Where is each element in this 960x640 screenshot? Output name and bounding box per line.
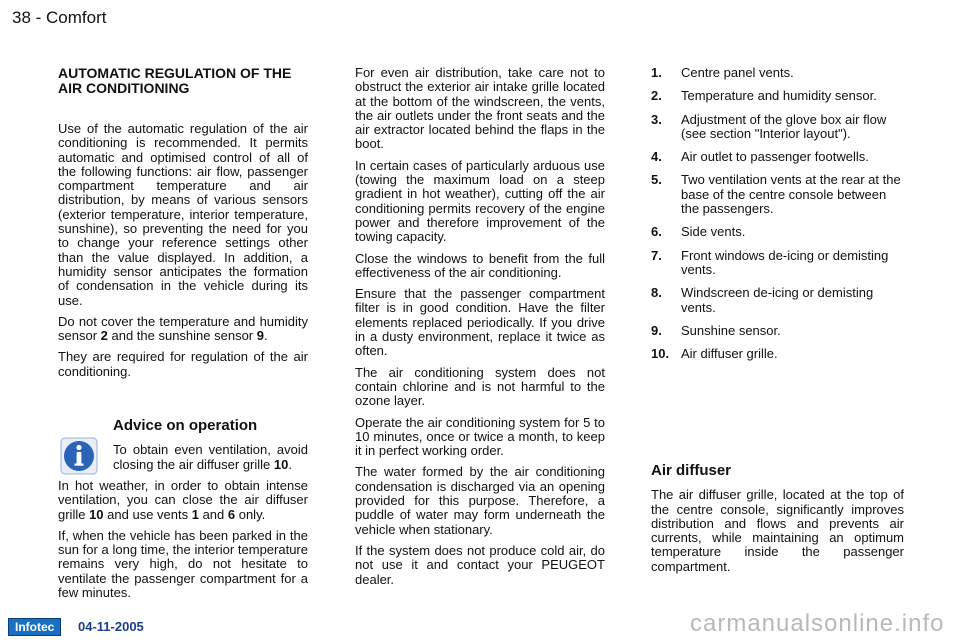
regulation-paragraph: They are required for regulation of the air conditioning. [58, 349, 308, 379]
item-number: 5. [651, 172, 662, 188]
list-item [651, 150, 904, 164]
advice-text [113, 443, 308, 472]
advice-block [58, 419, 308, 472]
item-text: Air diffuser grille. [681, 346, 778, 362]
watermark-site: carmanualsonline.info [690, 610, 945, 637]
advice-text-a: To obtain even ventilation, avoid closing the air diffuser grille [113, 442, 308, 472]
air-diffuser-title: Air diffuser [651, 462, 732, 479]
item-number: 2. [651, 88, 662, 104]
column-left [58, 66, 308, 607]
hot-weather-paragraph [58, 479, 308, 522]
sensor-text-a: Do not cover the temperature and humidity sensor [58, 313, 308, 344]
paragraph: The air conditioning system does not contain chlorine and is not harmful to the ozone layer. [355, 364, 605, 409]
item-number: 3. [651, 111, 662, 127]
page-title: 38 - Comfort [12, 8, 107, 27]
item-number: 4. [651, 149, 662, 165]
paragraph: Ensure that the passenger compartment filter is in good condition. Have the filter elements replaced periodically. If you drive in a dusty environment, replace it twice as often. [355, 286, 605, 359]
sensor-paragraph [58, 315, 308, 344]
parked-paragraph: If, when the vehicle has been parked in the sun for a long time, the interior temperature remains very high, do not hesitate to ventilate the passenger compartment for a few minutes. [58, 527, 308, 601]
sensor-text-c: . [264, 328, 268, 344]
paragraph: For even air distribution, take care not to obstruct the exterior air intake grille located at the bottom of the windscreen, the vents, the air outlets under the front seats and the air extractor located behind the flaps in the boot. [355, 65, 605, 152]
item-number: 6. [651, 224, 662, 240]
sensor-ref-9: 9 [256, 328, 264, 344]
info-icon [60, 437, 98, 475]
paragraph: If the system does not produce cold air, do not use it and contact your PEUGEOT dealer. [355, 542, 605, 587]
hot-ref-10: 10 [89, 506, 104, 522]
list-item [651, 89, 904, 103]
list-item [651, 249, 904, 278]
item-number: 9. [651, 322, 662, 338]
paragraph: Operate the air conditioning system for 5 to 10 minutes, once or twice a month, to keep it in perfect working order. [355, 414, 605, 459]
list-item [651, 347, 904, 361]
column-middle [355, 66, 605, 594]
hot-text-b: and use vents [103, 506, 192, 522]
item-text: Temperature and humidity sensor. [681, 88, 877, 104]
item-number: 7. [651, 247, 662, 263]
paragraph: The water formed by the air conditioning condensation is discharged via an opening provided for this purpose. Therefore, a puddle of water may form underneath the vehicle when stationary. [355, 464, 605, 537]
list-item [651, 324, 904, 338]
footer-date: 04-11-2005 [78, 619, 144, 634]
air-diffuser-section [651, 464, 904, 574]
item-text: Two ventilation vents at the rear at the base of the centre console between the passengers. [681, 172, 901, 217]
item-text: Sunshine sensor. [681, 322, 781, 338]
advice-ref-10: 10 [273, 456, 289, 472]
legend-list [651, 66, 904, 361]
list-item [651, 286, 904, 315]
intro-paragraph: Use of the automatic regulation of the air conditioning is recommended. It permits automatic and optimised control of all of the following functions: air flow, passenger compartment temperature and air distribution, by means of various sensors (exterior temperature, interior temperature, sunshine), so preventing the need for you to change your reference settings other than the value displayed. In addition, a humidity sensor anticipates the formation of condensation in the vehicle during its use. [58, 121, 308, 308]
air-diffuser-text: The air diffuser grille, located at the top of the centre console, significantly improves distribution and flows and prevents air currents, while maintaining an optimum temperature inside the passenger compartment. [651, 487, 904, 574]
sensor-text-b: and the sunshine sensor [107, 328, 257, 344]
sensor-ref-2: 2 [100, 328, 108, 344]
hot-text-c: and [198, 506, 228, 522]
legend-column [651, 66, 904, 370]
item-number: 8. [651, 285, 662, 301]
item-text: Air outlet to passenger footwells. [681, 149, 869, 165]
item-text: Side vents. [681, 224, 746, 240]
paragraph: Close the windows to benefit from the full effectiveness of the air conditioning. [355, 250, 605, 280]
list-item [651, 113, 904, 142]
hot-text-a: In hot weather, in order to obtain intense ventilation, you can close the air diffuser grille [58, 477, 308, 522]
section-heading: AUTOMATIC REGULATION OF THE AIR CONDITIONING [58, 65, 292, 96]
item-number: 10. [651, 346, 670, 362]
hot-ref-6: 6 [227, 506, 236, 522]
hot-ref-1: 1 [191, 506, 199, 522]
item-text: Front windows de-icing or demisting vents. [681, 247, 889, 277]
infotec-logo: Infotec [8, 618, 61, 636]
item-number: 1. [651, 65, 662, 80]
list-item [651, 66, 904, 80]
hot-text-d: only. [235, 506, 266, 522]
item-text: Centre panel vents. [681, 65, 794, 80]
item-text: Windscreen de-icing or demisting vents. [681, 285, 874, 315]
list-item [651, 225, 904, 239]
paragraph: In certain cases of particularly arduous use (towing the maximum load on a steep gradient in hot weather), cutting off the air conditioning permits recovery of the engine power and therefore improvement of the towing capacity. [355, 157, 605, 245]
item-text: Adjustment of the glove box air flow (see section "Interior layout"). [681, 111, 887, 141]
advice-title: Advice on operation [113, 417, 258, 435]
list-item [651, 173, 904, 216]
advice-text-b: . [288, 456, 292, 472]
